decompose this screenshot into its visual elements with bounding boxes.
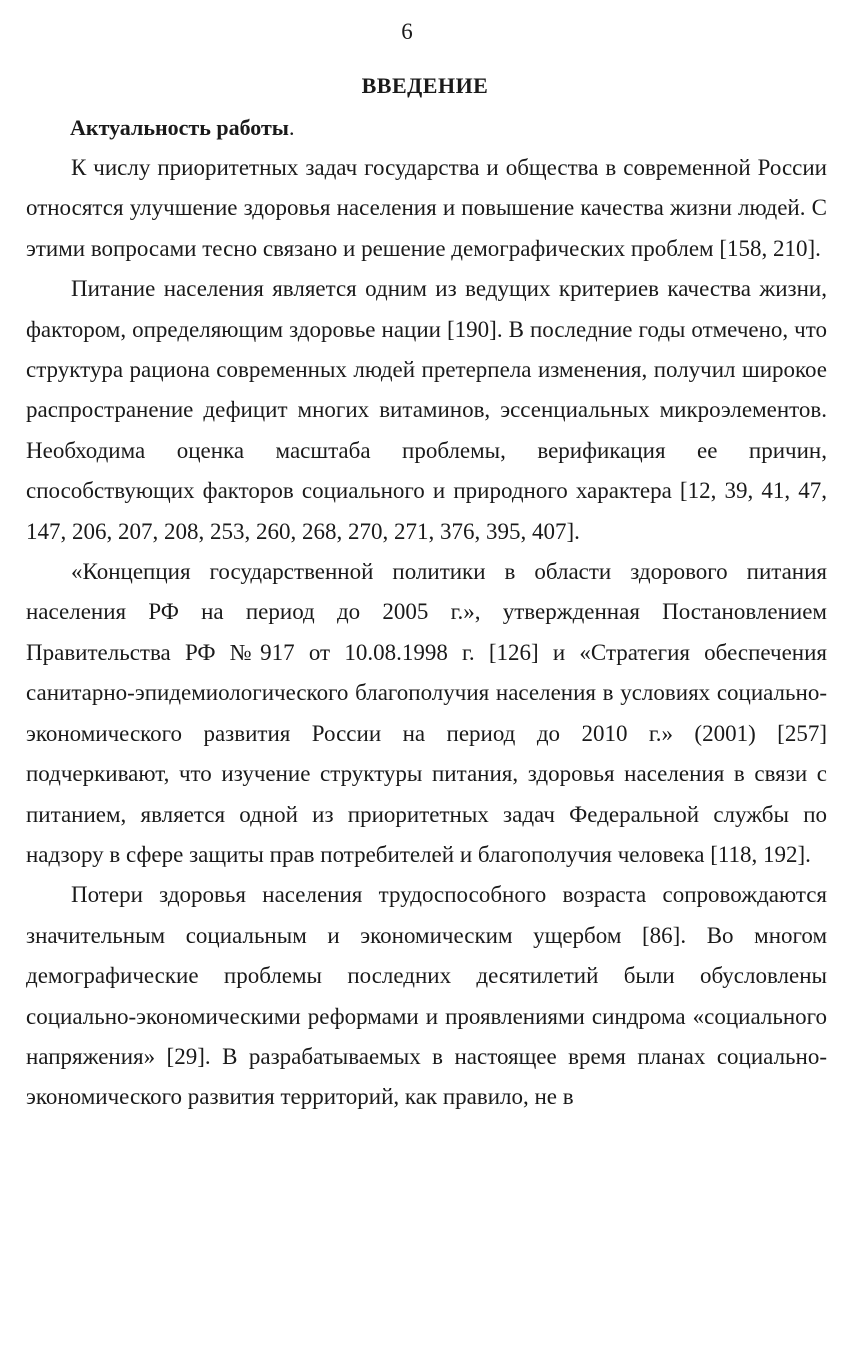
section-heading: ВВЕДЕНИЕ [361, 73, 489, 98]
page-number: 6 [401, 19, 413, 44]
paragraph-1: К числу приоритетных задач государства и общества в современной России относятся улучшение здоровья населения и повышение качества жизни людей. С этими вопросами тесно связано и решение демографических проблем [158, 210]. [26, 155, 827, 261]
paragraph-3: «Концепция государственной политики в области здорового питания населения РФ на период до 2005 г.», утвержденная Постановлением Правительства РФ №917 от 10.08.1998 г. [126] и «Стратегия обеспечения санитарно-эпидемиологического благополучия населения в условиях социально-экономического развития России на период до 2010 г.» (2001) [257] подчеркивают, что изучение структуры питания, здоровья населения в связи с питанием, является одной из приоритетных задач Федеральной службы по надзору в сфере защиты прав потребителей и благополучия человека [118, 192]. [26, 559, 827, 867]
subsection-heading [70, 114, 294, 142]
paragraph-2: Питание населения является одним из ведущих критериев качества жизни, фактором, определяющим здоровье нации [190]. В последние годы отмечено, что структура рациона современных людей претерпела изменения, получил широкое распространение дефицит многих витаминов, эссенциальных микроэлементов. Необходима оценка масштаба проблемы, верификация ее причин, способствующих факторов социального и природного характера [12, 39, 41, 47, 147, 206, 207, 208, 253, 260, 268, 270, 271, 376, 395, 407]. [26, 276, 827, 544]
subsection-heading-tail: . [288, 115, 295, 140]
body-text [26, 148, 827, 1118]
paragraph-4: Потери здоровья населения трудоспособного возраста сопровождаются значительным социальным и экономическим ущербом [86]. Во многом демографические проблемы последних десятилетий были обусловлены социально-экономическими реформами и проявлениями синдрома «социального напряжения» [29]. В разрабатываемых в настоящее время планах социально-экономического развития территорий, как правило, не в [26, 882, 827, 1110]
subsection-heading-bold: Актуальность работы [70, 115, 289, 140]
